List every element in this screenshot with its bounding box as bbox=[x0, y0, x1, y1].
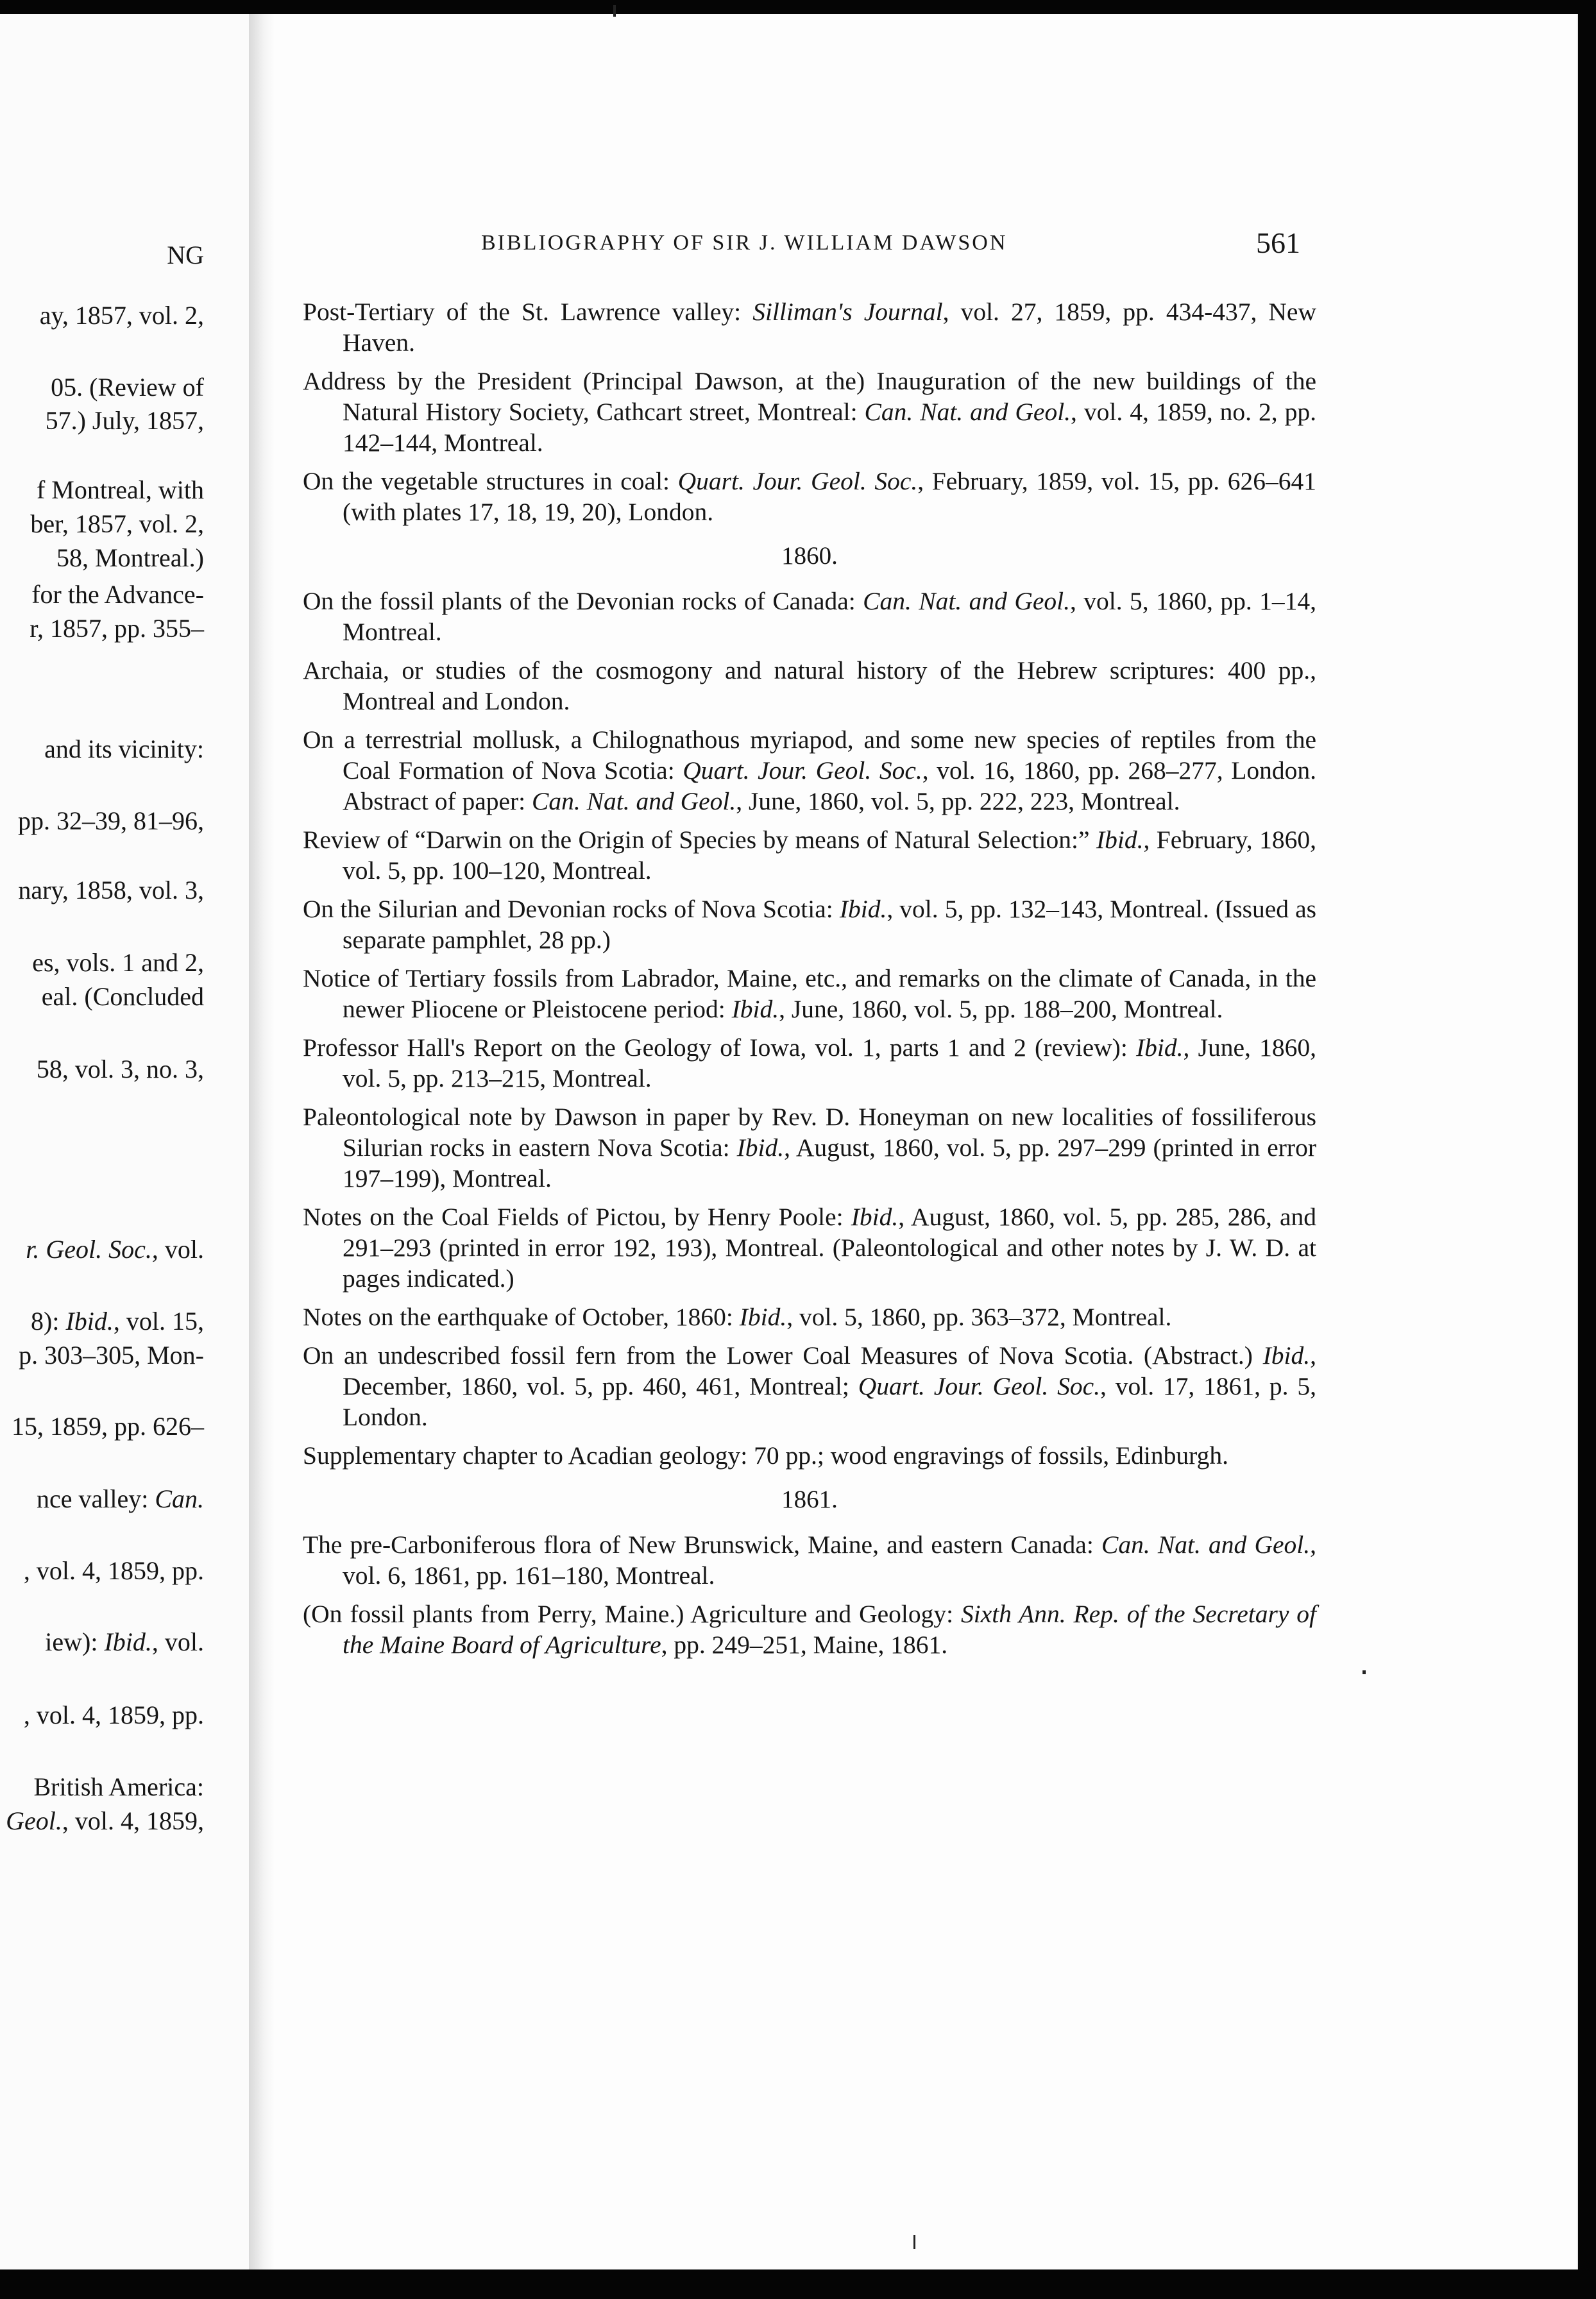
italic-citation: Silliman's Journal bbox=[752, 298, 943, 326]
entry-text: , pp. 249–251, Maine, 1861. bbox=[661, 1631, 948, 1659]
left-page-line bbox=[18, 806, 204, 836]
left-page-text: and its vicinity: bbox=[44, 734, 204, 763]
left-page-line bbox=[32, 947, 204, 978]
entry-text: , August, 1860, vol. 5, pp. 285, 286, and 291–293 (printed in error 192, 193), Montreal. (Paleontological and other notes by J. W. D. at pages indicated.) bbox=[343, 1203, 1316, 1293]
left-page-line bbox=[46, 405, 204, 436]
left-page-text: , vol. 4, 1859, pp. bbox=[23, 1701, 204, 1729]
left-page-text: British America: bbox=[33, 1772, 204, 1801]
entry-text: (On fossil plants from Perry, Maine.) Agriculture and Geology: bbox=[303, 1600, 961, 1628]
entry-text: , vol. 5, 1860, pp. 1–14, Montreal. bbox=[343, 587, 1316, 646]
bibliography-entry bbox=[303, 1340, 1316, 1432]
left-page-text: 58, vol. 3, no. 3, bbox=[36, 1055, 204, 1083]
entry-text: , June, 1860, vol. 5, pp. 213–215, Montreal. bbox=[343, 1033, 1316, 1092]
left-page-line bbox=[26, 1234, 204, 1265]
left-page-line bbox=[44, 734, 204, 765]
bibliography-entry bbox=[303, 824, 1316, 886]
left-page-text: 57.) July, 1857, bbox=[45, 406, 204, 435]
left-page-line bbox=[51, 372, 204, 403]
bibliography-entry bbox=[303, 1440, 1316, 1471]
left-page-line bbox=[12, 1411, 204, 1442]
bibliography-entry bbox=[303, 1101, 1316, 1194]
entry-text: , vol. 4, 1859, no. 2, pp. 142–144, Montreal. bbox=[343, 398, 1316, 457]
italic-citation: Quart. Jour. Geol. Soc. bbox=[683, 756, 922, 785]
left-page-text: 58, Montreal.) bbox=[56, 543, 204, 572]
left-page-text: , vol. bbox=[151, 1627, 204, 1656]
left-page-text: 05. (Review of bbox=[51, 373, 204, 402]
entry-text: , June, 1860, vol. 5, pp. 188–200, Montreal. bbox=[779, 995, 1223, 1023]
left-page-text: r. Geol. Soc. bbox=[26, 1235, 152, 1264]
italic-citation: Ibid. bbox=[851, 1203, 899, 1231]
italic-citation: Ibid. bbox=[839, 895, 887, 923]
left-page-text: , vol. 4, 1859, pp. bbox=[23, 1556, 204, 1585]
left-page-line bbox=[167, 240, 204, 271]
bibliography-entry bbox=[303, 1529, 1316, 1591]
bibliography-entry bbox=[303, 963, 1316, 1024]
entry-text: , vol. 27, 1859, pp. 434-437, New Haven. bbox=[343, 298, 1316, 357]
bibliography-entry bbox=[303, 366, 1316, 458]
left-page bbox=[0, 14, 249, 2269]
scan-speck bbox=[613, 5, 616, 17]
left-page-text: , vol. 4, 1859, bbox=[62, 1806, 204, 1835]
left-page-line bbox=[42, 981, 204, 1012]
left-page-text: f Montreal, with bbox=[36, 475, 204, 504]
entry-text: Address by the President (Principal Dawson, at the) Inauguration of the new buildings of the Natural History Society, Cathcart street, Montreal: bbox=[303, 367, 1316, 426]
entry-text: Professor Hall's Report on the Geology of Iowa, vol. 1, parts 1 and 2 (review): bbox=[303, 1033, 1137, 1062]
left-page-line bbox=[37, 1054, 204, 1085]
left-page-text: , vol. bbox=[151, 1235, 204, 1264]
entry-text: The pre-Carboniferous flora of New Brunswick, Maine, and eastern Canada: bbox=[303, 1531, 1101, 1559]
entry-text: On a terrestrial mollusk, a Chilognathous myriapod, and some new species of reptiles from the Coal Formation of Nova Scotia: bbox=[303, 725, 1316, 785]
entry-text: On the fossil plants of the Devonian rocks of Canada: bbox=[303, 587, 863, 615]
entry-text: Notes on the Coal Fields of Pictou, by Henry Poole: bbox=[303, 1203, 851, 1231]
left-page-line bbox=[37, 1484, 204, 1514]
entry-text: , vol. 5, pp. 132–143, Montreal. (Issued as separate pamphlet, 28 pp.) bbox=[343, 895, 1317, 954]
bibliography-entry bbox=[303, 724, 1316, 817]
entry-text: , vol. 5, 1860, pp. 363–372, Montreal. bbox=[786, 1303, 1172, 1331]
left-page-line bbox=[31, 1306, 204, 1337]
entry-text: Supplementary chapter to Acadian geology: 70 pp.; wood engravings of fossils, Edinburgh. bbox=[303, 1441, 1228, 1470]
year-heading: 1860. bbox=[781, 542, 838, 570]
left-page-text: 15, 1859, pp. 626– bbox=[12, 1412, 204, 1441]
left-page-text: pp. 32–39, 81–96, bbox=[18, 806, 204, 835]
left-page-line bbox=[19, 1340, 204, 1371]
bibliography-entry bbox=[303, 655, 1316, 717]
italic-citation: Can. Nat. and Geol. bbox=[532, 787, 736, 815]
italic-citation: Ibid. bbox=[1096, 826, 1144, 854]
left-page-line bbox=[31, 579, 204, 610]
left-page-text: iew): bbox=[45, 1627, 105, 1656]
year-heading: 1861. bbox=[781, 1486, 838, 1513]
bibliography-entry bbox=[303, 1599, 1316, 1660]
left-page-line bbox=[24, 1700, 204, 1731]
left-page-line bbox=[40, 300, 204, 331]
scan-speck bbox=[913, 2235, 915, 2249]
left-page-text: p. 303–305, Mon- bbox=[19, 1341, 204, 1370]
italic-citation: Can. Nat. and Geol. bbox=[864, 398, 1071, 426]
bibliography-entry bbox=[303, 296, 1316, 358]
entry-text: Notes on the earthquake of October, 1860: bbox=[303, 1303, 740, 1331]
left-page-line bbox=[56, 543, 204, 573]
bibliography-content bbox=[303, 296, 1316, 1668]
italic-citation: Ibid. bbox=[1262, 1341, 1311, 1370]
scan-speck bbox=[1363, 1670, 1366, 1674]
left-page-line bbox=[33, 1772, 204, 1803]
bibliography-entry bbox=[303, 1302, 1316, 1332]
entry-text: , June, 1860, vol. 5, pp. 222, 223, Montreal. bbox=[736, 787, 1180, 815]
entry-text: , February, 1859, vol. 15, pp. 626–641 (with plates 17, 18, 19, 20), London. bbox=[343, 467, 1316, 526]
left-page-line bbox=[30, 509, 204, 539]
italic-citation: Sixth Ann. Rep. of the Secretary of the Maine Board of Agriculture bbox=[343, 1600, 1316, 1659]
page-number: 561 bbox=[1256, 226, 1300, 259]
left-page-text: 8): bbox=[31, 1307, 66, 1336]
left-page-text: for the Advance- bbox=[31, 580, 204, 609]
bibliography-entry bbox=[303, 894, 1316, 955]
left-page-text: Ibid. bbox=[65, 1307, 114, 1336]
entry-text: , December, 1860, vol. 5, pp. 460, 461, Montreal; bbox=[343, 1341, 1316, 1400]
bibliography-entry bbox=[303, 466, 1316, 527]
entry-text: , vol. 6, 1861, pp. 161–180, Montreal. bbox=[343, 1531, 1316, 1590]
entry-text: Notice of Tertiary fossils from Labrador, Maine, etc., and remarks on the climate of Canada, in the newer Pliocene or Pleistocene period: bbox=[303, 964, 1316, 1023]
left-page-line bbox=[18, 875, 204, 906]
entry-text: Review of “Darwin on the Origin of Species by means of Natural Selection:” bbox=[303, 826, 1096, 854]
entry-text: , February, 1860, vol. 5, pp. 100–120, Montreal. bbox=[343, 826, 1316, 885]
entry-text: On the Silurian and Devonian rocks of Nova Scotia: bbox=[303, 895, 840, 923]
left-page-text: Ibid. bbox=[104, 1627, 152, 1656]
left-page-line bbox=[30, 613, 204, 644]
italic-citation: Ibid. bbox=[1136, 1033, 1184, 1062]
italic-citation: Ibid. bbox=[731, 995, 779, 1023]
left-page-line bbox=[6, 1806, 204, 1837]
left-page-line bbox=[37, 475, 204, 505]
left-page-line bbox=[24, 1556, 204, 1586]
bibliography-entry bbox=[303, 1032, 1316, 1094]
left-page-text: es, vols. 1 and 2, bbox=[32, 948, 204, 977]
italic-citation: Quart. Jour. Geol. Soc. bbox=[858, 1372, 1100, 1400]
left-page-text: Can. bbox=[155, 1484, 204, 1513]
entry-text: Post-Tertiary of the St. Lawrence valley: bbox=[303, 298, 753, 326]
left-page-text: , vol. 15, bbox=[113, 1307, 204, 1336]
entry-text: , vol. 16, 1860, pp. 268–277, London. Abstract of paper: bbox=[343, 756, 1316, 815]
left-page-text: nary, 1858, vol. 3, bbox=[18, 876, 204, 904]
italic-citation: Can. Nat. and Geol. bbox=[1101, 1531, 1311, 1559]
italic-citation: Can. Nat. and Geol. bbox=[863, 587, 1070, 615]
left-page-text: eal. (Concluded bbox=[41, 982, 204, 1011]
entry-text: On the vegetable structures in coal: bbox=[303, 467, 678, 495]
italic-citation: Quart. Jour. Geol. Soc. bbox=[677, 467, 918, 495]
entry-text: On an undescribed fossil fern from the Lower Coal Measures of Nova Scotia. (Abstract.) bbox=[303, 1341, 1263, 1370]
book-gutter bbox=[249, 14, 275, 2269]
left-page-text: nce valley: bbox=[36, 1484, 155, 1513]
left-page-text: ay, 1857, vol. 2, bbox=[39, 301, 204, 330]
bibliography-entry bbox=[303, 586, 1316, 647]
left-page-text: Geol. bbox=[6, 1806, 62, 1835]
running-head: BIBLIOGRAPHY OF SIR J. WILLIAM DAWSON bbox=[481, 231, 1008, 255]
entry-text: Archaia, or studies of the cosmogony and natural history of the Hebrew scriptures: 400 pp., Montreal and London. bbox=[303, 656, 1316, 715]
italic-citation: Ibid. bbox=[736, 1133, 785, 1162]
left-page-text: r, 1857, pp. 355– bbox=[30, 614, 204, 643]
entry-text: , vol. 17, 1861, p. 5, London. bbox=[343, 1372, 1317, 1431]
left-page-text: ber, 1857, vol. 2, bbox=[30, 509, 204, 538]
left-page-text: NG bbox=[167, 241, 204, 269]
italic-citation: Ibid. bbox=[739, 1303, 787, 1331]
entry-text: Paleontological note by Dawson in paper by Rev. D. Honeyman on new localities of fossiliferous Silurian rocks in eastern Nova Scotia: bbox=[303, 1103, 1316, 1162]
left-page-line bbox=[45, 1627, 204, 1658]
bibliography-entry bbox=[303, 1201, 1316, 1294]
entry-text: , August, 1860, vol. 5, pp. 297–299 (printed in error 197–199), Montreal. bbox=[343, 1133, 1316, 1192]
